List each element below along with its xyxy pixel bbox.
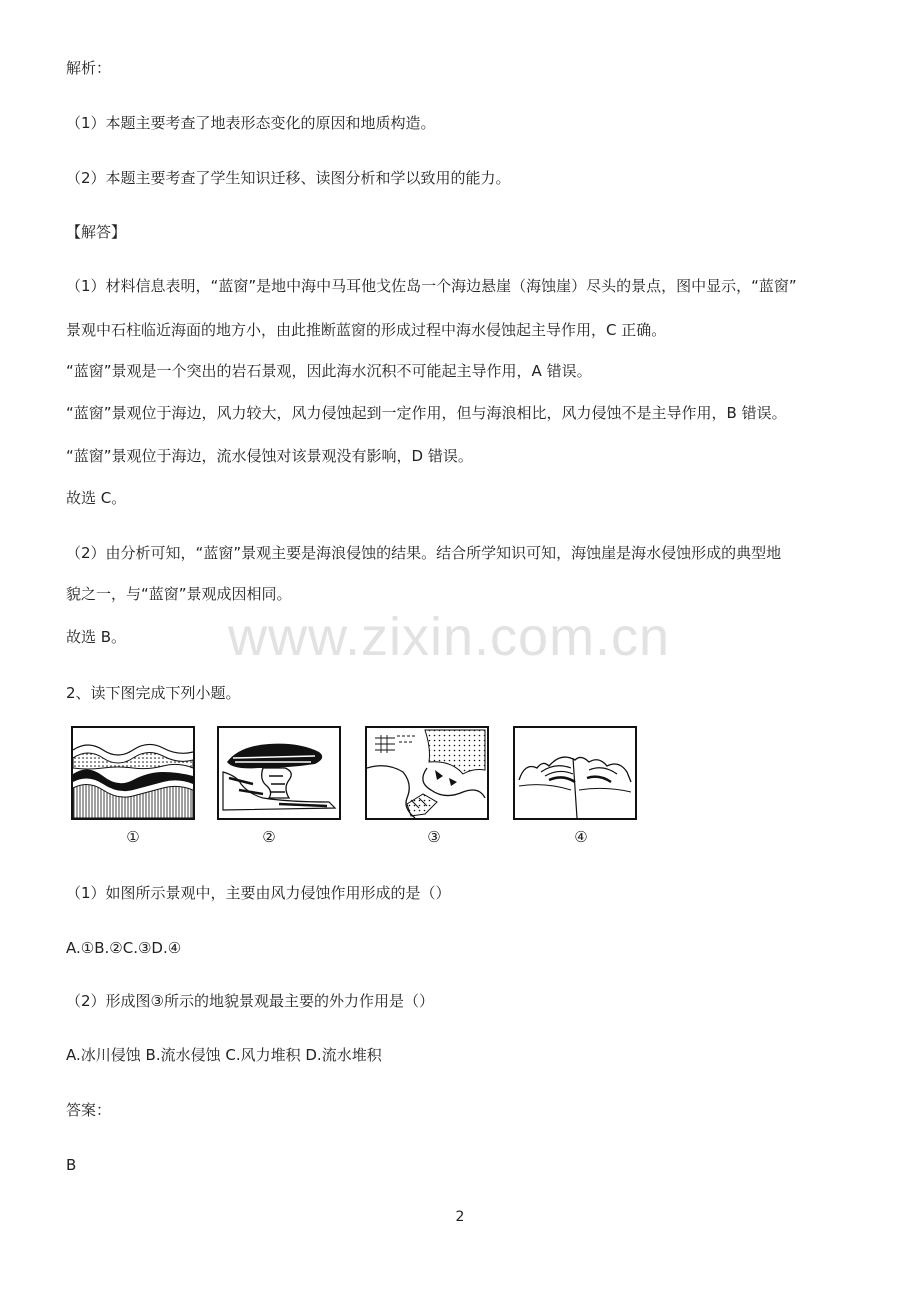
answer1-choice: 故选 C。 — [66, 489, 127, 507]
analysis-item-2: （2）本题主要考查了学生知识迁移、读图分析和学以致用的能力。 — [66, 169, 511, 187]
answer2-paragraph: （2）由分析可知，“蓝窗”景观主要是海浪侵蚀的结果。结合所学知识可知，海蚀崖是海水侵蚀形成的典型地 — [66, 544, 782, 562]
figure-2-mushroom-rock — [217, 726, 341, 820]
answer1-paragraph: “蓝窗”景观是一个突出的岩石景观，因此海水沉积不可能起主导作用，A 错误。 — [66, 362, 592, 380]
figure-label: ④ — [574, 828, 588, 846]
question2-sub1: （1）如图所示景观中，主要由风力侵蚀作用形成的是（） — [66, 884, 451, 902]
analysis-item-1: （1）本题主要考查了地表形态变化的原因和地质构造。 — [66, 114, 436, 132]
answer1-paragraph: “蓝窗”景观位于海边，风力较大，风力侵蚀起到一定作用，但与海浪相比，风力侵蚀不是主导作用，B 错误。 — [66, 404, 787, 422]
question2-title: 2、读下图完成下列小题。 — [66, 684, 241, 702]
answer-heading: 【解答】 — [66, 223, 127, 241]
question2-sub2-options: A.冰川侵蚀 B.流水侵蚀 C.风力堆积 D.流水堆积 — [66, 1046, 382, 1064]
page-number: 2 — [455, 1209, 465, 1225]
figure-label: ② — [262, 828, 276, 846]
landform-figures — [71, 726, 641, 848]
question2-sub1-options: A.①B.②C.③D.④ — [66, 939, 182, 957]
answer1-paragraph: “蓝窗”景观位于海边，流水侵蚀对该景观没有影响，D 错误。 — [66, 447, 473, 465]
figure-3-alluvial-landform — [365, 726, 489, 820]
answer2-choice: 故选 B。 — [66, 628, 127, 646]
answer-label: 答案： — [66, 1101, 112, 1119]
question2-sub2: （2）形成图③所示的地貌景观最主要的外力作用是（） — [66, 992, 434, 1010]
figure-1-folded-strata — [71, 726, 195, 820]
answer-value: B — [66, 1156, 77, 1174]
figure-label: ① — [126, 828, 140, 846]
watermark: www.zixin.com.cn — [228, 607, 671, 667]
analysis-title: 解析： — [66, 59, 112, 77]
figure-4-fault-mountains — [513, 726, 637, 820]
answer1-paragraph: 景观中石柱临近海面的地方小，由此推断蓝窗的形成过程中海水侵蚀起主导作用，C 正确。 — [66, 321, 667, 339]
answer2-paragraph: 貌之一，与“蓝窗”景观成因相同。 — [66, 585, 292, 603]
answer1-paragraph: （1）材料信息表明，“蓝窗”是地中海中马耳他戈佐岛一个海边悬崖（海蚀崖）尽头的景点，图中显示，“蓝窗” — [66, 277, 797, 295]
figure-label: ③ — [427, 828, 441, 846]
